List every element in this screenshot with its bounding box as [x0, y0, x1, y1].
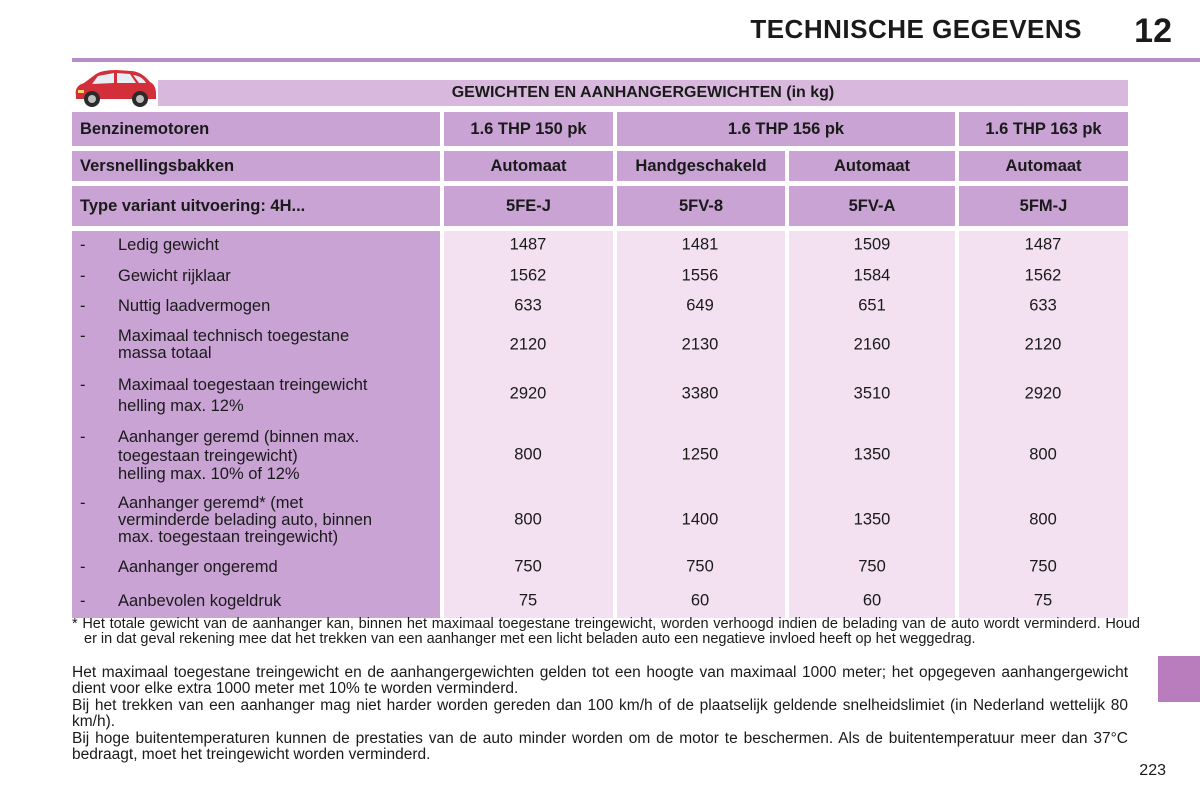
chapter-tab [1158, 656, 1200, 702]
table-cell: 1562 [1024, 266, 1062, 285]
table-cell: 1556 [681, 266, 719, 285]
table-cell: 2160 [853, 335, 891, 354]
gearbox-label: Versnellingsbakken [72, 151, 440, 181]
table-cell: 651 [858, 296, 886, 315]
page-number: 223 [1139, 762, 1166, 779]
gearbox-value: Automaat [444, 151, 613, 181]
bullet-dash: - [80, 494, 86, 512]
table-row-label [72, 237, 440, 254]
table-row-label [72, 298, 440, 315]
gearbox-value: Handgeschakeld [617, 151, 785, 181]
table-cell: 649 [686, 296, 714, 315]
table-cell: 750 [858, 557, 886, 576]
table-row-label [72, 559, 440, 576]
table-cell: 750 [686, 557, 714, 576]
paragraph-speed: Bij het trekken van een aanhanger mag niet harder worden gereden dan 100 km/h of de plaatselijk geldende snelheidslimiet (in Nederland wettelijk 80 km/h). [72, 697, 1128, 730]
bullet-dash: - [80, 376, 86, 394]
header-rule [72, 58, 1200, 62]
row-label-text: Aanhanger ongeremd [118, 558, 278, 576]
paragraph-temperature: Bij hoge buitentemperaturen kunnen de prestaties van de auto minder worden om de motor te beschermen. Als de buitentemperatuur meer dan 37°C bedraagt, moet het treingewicht worden verminderd. [72, 730, 1128, 763]
table-cell: 1562 [509, 266, 547, 285]
table-cell: 2120 [1024, 335, 1062, 354]
table-cell: 633 [514, 296, 542, 315]
gearbox-value: Automaat [789, 151, 955, 181]
table-cell: 60 [862, 591, 882, 610]
table-cell: 2920 [509, 384, 547, 403]
bullet-dash: - [80, 297, 86, 315]
table-cell: 60 [690, 591, 710, 610]
table-cell: 75 [518, 591, 538, 610]
row-label-text: Gewicht rijklaar [118, 267, 231, 285]
table-cell: 1250 [681, 445, 719, 464]
type-variant-value: 5FM-J [959, 186, 1128, 226]
table-cell: 1487 [1024, 235, 1062, 254]
type-variant-value: 5FV-8 [617, 186, 785, 226]
table-row-label [72, 375, 440, 417]
table-cell: 633 [1029, 296, 1057, 315]
table-cell: 3380 [681, 384, 719, 403]
chapter-number: 12 [1134, 12, 1172, 50]
table-cell: 800 [514, 445, 542, 464]
table-cell: 1481 [681, 235, 719, 254]
table-row-label [72, 328, 440, 362]
table-row-label [72, 428, 440, 484]
table-row-label [72, 268, 440, 285]
paragraph-altitude: Het maximaal toegestane treingewicht en de aanhangergewichten gelden tot een hoogte van maximaal 1000 meter; het opgegeven aanhangergewicht dient voor elke extra 1000 meter met 10% te worden verminderd. [72, 664, 1128, 697]
car-icon [70, 66, 160, 110]
engine-type-label: Benzinemotoren [72, 112, 440, 146]
table-cell: 2120 [509, 335, 547, 354]
table-cell: 2130 [681, 335, 719, 354]
table-cell: 1487 [509, 235, 547, 254]
row-label-text: Nuttig laadvermogen [118, 297, 271, 315]
table-cell: 75 [1033, 591, 1053, 610]
table-row-label [72, 593, 440, 610]
row-label-text: Aanbevolen kogeldruk [118, 592, 282, 610]
footnote: * Het totale gewicht van de aanhanger kan, binnen het maximaal toegestane treingewicht, worden verhoogd indien de belading van de auto wordt verminderd. Houd er in dat geval rekening mee dat het trekken van een aanhanger met een licht beladen auto een negatieve invloed heeft op het weggedrag. [72, 616, 1140, 647]
bullet-dash: - [80, 558, 86, 576]
row-label-text: Aanhanger geremd* (met verminderde belading auto, binnen max. toegestaan treingewicht) [118, 494, 373, 546]
type-variant-label: Type variant uitvoering: 4H... [72, 186, 440, 226]
bullet-dash: - [80, 236, 86, 254]
table-cell: 750 [1029, 557, 1057, 576]
row-label-text: Aanhanger geremd (binnen max. toegestaan treingewicht) helling max. 10% of 12% [118, 428, 360, 483]
table-cell: 1350 [853, 445, 891, 464]
engine-header-1: 1.6 THP 150 pk [444, 112, 613, 146]
table-cell: 800 [514, 510, 542, 529]
bullet-dash: - [80, 592, 86, 610]
table-title: GEWICHTEN EN AANHANGERGEWICHTEN (in kg) [158, 80, 1128, 106]
table-row-label [72, 495, 440, 546]
table-cell: 750 [514, 557, 542, 576]
table-cell: 2920 [1024, 384, 1062, 403]
engine-header-3: 1.6 THP 163 pk [959, 112, 1128, 146]
table-cell: 3510 [853, 384, 891, 403]
type-variant-value: 5FV-A [789, 186, 955, 226]
row-label-text: Ledig gewicht [118, 236, 219, 254]
gearbox-value: Automaat [959, 151, 1128, 181]
table-cell: 1350 [853, 510, 891, 529]
row-label-text: Maximaal technisch toegestane massa totaal [118, 327, 350, 362]
table-cell: 1509 [853, 235, 891, 254]
bullet-dash: - [80, 428, 86, 446]
bullet-dash: - [80, 267, 86, 285]
table-cell: 1400 [681, 510, 719, 529]
bullet-dash: - [80, 327, 86, 345]
table-cell: 800 [1029, 510, 1057, 529]
type-variant-value: 5FE-J [444, 186, 613, 226]
engine-header-2: 1.6 THP 156 pk [617, 112, 955, 146]
row-label-text: Maximaal toegestaan treingewicht helling max. 12% [118, 376, 368, 415]
page-title: TECHNISCHE GEGEVENS [750, 14, 1082, 44]
table-cell: 800 [1029, 445, 1057, 464]
table-cell: 1584 [853, 266, 891, 285]
